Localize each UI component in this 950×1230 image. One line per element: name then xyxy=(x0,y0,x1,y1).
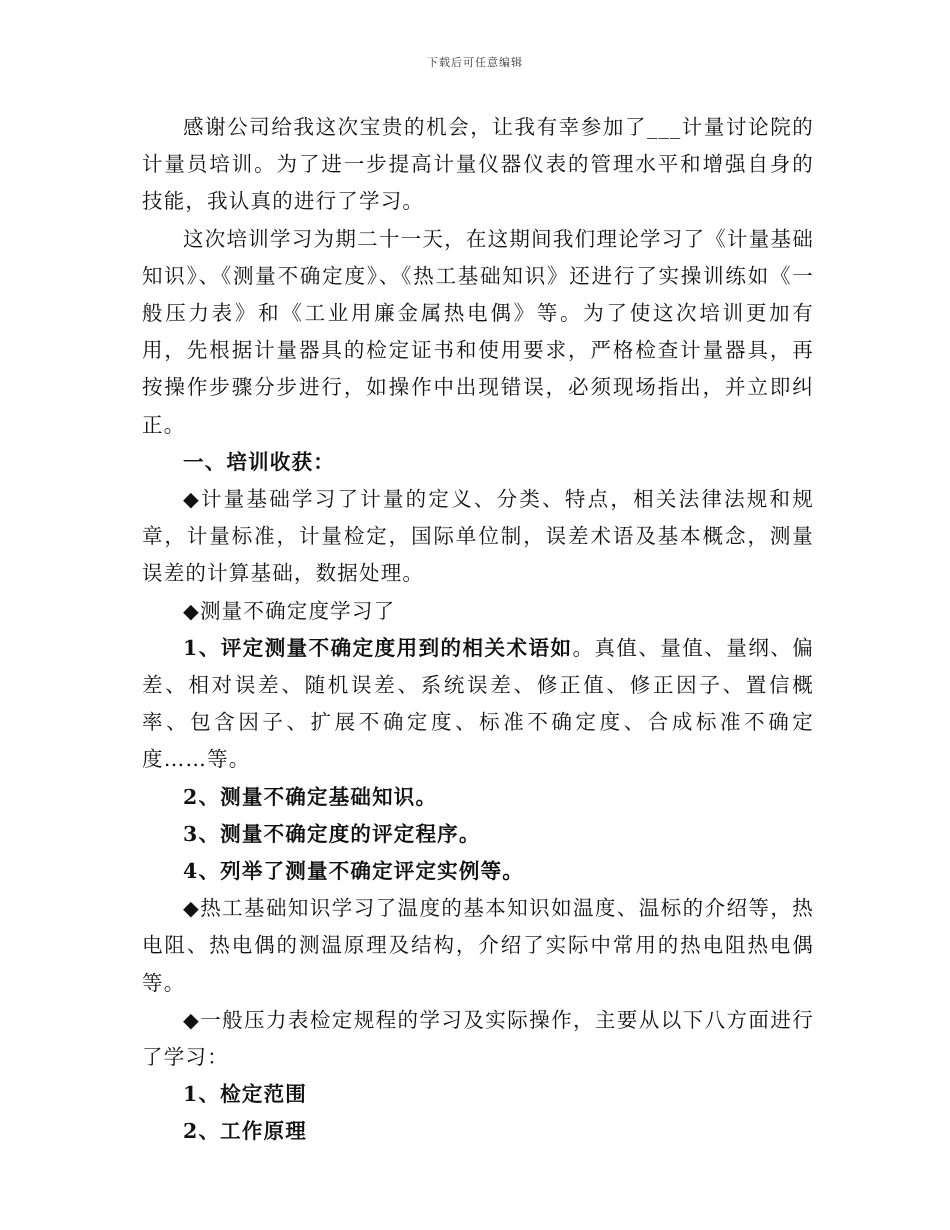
paragraph-metrology-basics: ◆计量基础学习了计量的定义、分类、特点，相关法律法规和规章，计量标准，计量检定，国际单位制，误差术语及基本概念，测量误差的计算基础，数据处理。 xyxy=(142,487,814,586)
list-item-terms xyxy=(142,630,814,779)
list-item-examples: 4、列举了测量不确定评定实例等。 xyxy=(183,859,524,884)
list-item-terms-rest: 。真值、量值、量纲、偏差、相对误差、随机误差、系统误差、修正值、修正因子、置信概率、包含因子、扩展不确定度、标准不确定度、合成标准不确定度……等。 xyxy=(142,635,814,772)
list-item-procedure: 3、测量不确定度的评定程序。 xyxy=(183,821,481,846)
paragraph-pressure-gauge: ◆一般压力表检定规程的学习及实际操作，主要从以下八方面进行了学习： xyxy=(142,1007,814,1070)
list-item-basics: 2、测量不确定基础知识。 xyxy=(183,784,438,809)
list-item-terms-bold: 1、评定测量不确定度用到的相关术语如 xyxy=(183,635,573,660)
paragraph-intro: 感谢公司给我这次宝贵的机会，让我有幸参加了___计量讨论院的计量员培训。为了进一步提高计量仪器仪表的管理水平和增强自身的技能，我认真的进行了学习。 xyxy=(142,115,814,214)
paragraph-thermal-basics: ◆热工基础知识学习了温度的基本知识如温度、温标的介绍等，热电阻、热电偶的测温原理及结构，介绍了实际中常用的热电阻热电偶等。 xyxy=(142,896,814,995)
list-item-scope: 1、检定范围 xyxy=(183,1082,307,1107)
section-heading-gains: 一、培训收获： xyxy=(183,449,335,474)
page-header-note: 下载后可任意编辑 xyxy=(427,56,523,69)
list-item-principle: 2、工作原理 xyxy=(183,1119,307,1144)
paragraph-uncertainty-intro: ◆测量不确定度学习了 xyxy=(183,598,396,623)
paragraph-training-overview: 这次培训学习为期二十一天，在这期间我们理论学习了《计量基础知识》、《测量不确定度》、《热工基础知识》还进行了实操训练如《一般压力表》和《工业用廉金属热电偶》等。为了使这次培训更加有用，先根据计量器具的检定证书和使用要求，严格检查计量器具，再按操作步骤分步进行，如操作中出现错误，必须现场指出，并立即纠正。 xyxy=(142,226,814,437)
document-body xyxy=(142,109,814,1151)
